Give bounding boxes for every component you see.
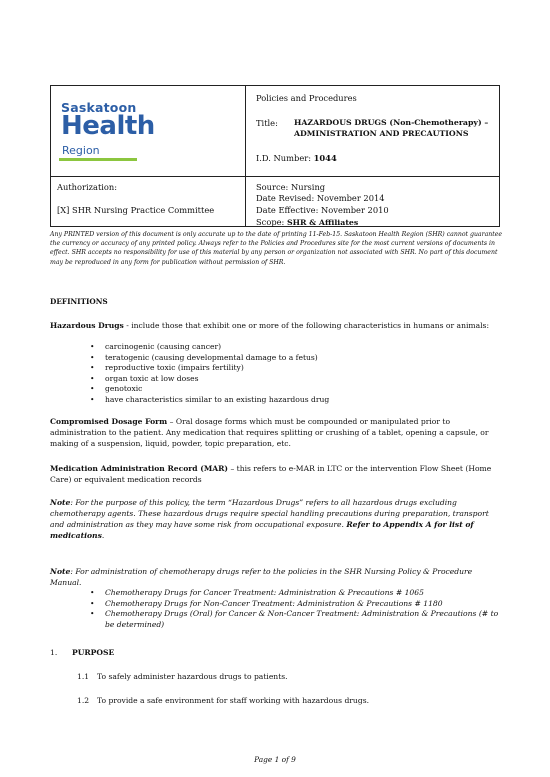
logo-accent-bar [59,158,137,161]
authorization-committee: [X] SHR Nursing Practice Committee [57,205,215,215]
logo-line-3: Region [62,144,100,157]
purpose-heading [50,648,114,657]
scope-label: Scope: [256,217,285,227]
compromised-dosage-definition [50,416,505,449]
item-text: To safely administer hazardous drugs to patients. [97,672,288,681]
list-item: • have characteristics similar to an existing hazardous drug [90,394,330,404]
print-disclaimer: Any PRINTED version of this document is only accurate up to the date of printing 11-Feb-15. Saskatoon Health Region (SHR) cannot guarantee the currency or accuracy of any printed policy. Always refer to the Policies and Procedures site for the most current versions of documents in effect. SHR accepts no responsibility for use of this material by any person or organization not associated with SHR. No part of this document may be reproduced in any form for publication without permission of SHR. [50,231,503,266]
chemotherapy-policy-list [90,588,500,630]
note-chemotherapy [50,566,505,588]
compromised-dosage-text: – Oral dosage forms which must be compounded or manipulated prior to administration to the patient. Any medication that requires splitting or crushing of a tablet, opening a capsule, or making of a suspension, liquid, powder, topic preparation, etc. [50,417,489,448]
page-number: Page 1 of 9 [254,755,296,764]
compromised-dosage-term: Compromised Dosage Form [50,417,168,426]
header-divider-horizontal [51,176,499,177]
section-number: 1. [50,648,58,657]
mar-definition [50,463,505,485]
list-item: • reproductive toxic (impairs fertility) [90,363,244,372]
list-item: • Chemotherapy Drugs for Cancer Treatment: Administration & Precautions # 1065 [90,588,424,597]
list-item: • Chemotherapy Drugs (Oral) for Cancer & Non-Cancer Treatment: Administration & Precautions (# to be determined) [90,609,499,629]
item-text: To provide a safe environment for staff working with hazardous drugs. [97,696,369,705]
item-number: 1.1 [77,672,90,681]
id-value: 1044 [313,153,337,163]
list-item: • carcinogenic (causing cancer) [90,342,222,351]
logo-line-1: Saskatoon [61,100,137,115]
title-label: Title: [256,118,278,128]
note-text: : For the purpose of this policy, the term “Hazardous Drugs” refers to all hazardous drugs excluding chemotherapy agents. These hazardous drugs require special handling precautions during preparation, transport and administration as they may have some risk from occupational exposure. [50,498,489,529]
mar-text: – this refers to e-MAR in LTC or the intervention Flow Sheet (Home Care) or equivalent medication records [50,464,492,484]
purpose-item [77,696,369,705]
date-effective: Date Effective: November 2010 [256,205,389,215]
logo-line-2: Health [61,111,155,141]
list-item: • organ toxic at low doses [90,373,199,383]
hazardous-characteristics-list [90,342,500,405]
section-title: PURPOSE [72,648,115,657]
note-hazardous-drugs: Note: For the purpose of this policy, the term “Hazardous Drugs” refers to all hazardous drugs excluding chemotherapy agents. These hazardous drugs require special handling precautions during preparation, transport and administration as they may have some risk from occupational exposure. Refer to Appendix A for list of medications. [50,498,489,540]
policy-title: HAZARDOUS DRUGS (Non-Chemotherapy) – ADMINISTRATION AND PRECAUTIONS [294,118,489,138]
purpose-item [77,672,288,681]
item-number: 1.2 [77,696,90,705]
source: Source: Nursing [256,182,326,192]
id-label: I.D. Number: [256,153,311,163]
note-label: Note [50,567,71,576]
scope [256,217,358,229]
mar-term: Medication Administration Record (MAR) [50,464,229,473]
header-divider-vertical [245,86,246,226]
note-text: : For administration of chemotherapy drugs refer to the policies in the SHR Nursing Policy & Procedure Manual. [50,567,473,587]
appendix-reference: Refer to Appendix A for list of medications [50,520,474,540]
hazardous-drugs-definition [50,320,505,331]
hazardous-drugs-term: Hazardous Drugs [50,321,124,330]
date-revised: Date Revised: November 2014 [256,193,385,203]
definitions-heading: DEFINITIONS [50,297,108,306]
saskatoon-health-region-logo [61,100,181,166]
id-number [256,153,496,164]
note-label: Note [50,498,71,507]
list-item: • teratogenic (causing developmental damage to a fetus) [90,352,318,362]
list-item: • genotoxic [90,384,143,393]
policies-label: Policies and Procedures [256,93,357,103]
hazardous-drugs-text: - include those that exhibit one or more of the following characteristics in humans or animals: [123,321,489,330]
policy-header-table [50,85,500,227]
authorization-label: Authorization: [57,182,118,192]
scope-value: SHR & Affiliates [286,218,359,227]
list-item: • Chemotherapy Drugs for Non-Cancer Treatment: Administration & Precautions # 1180 [90,598,443,608]
